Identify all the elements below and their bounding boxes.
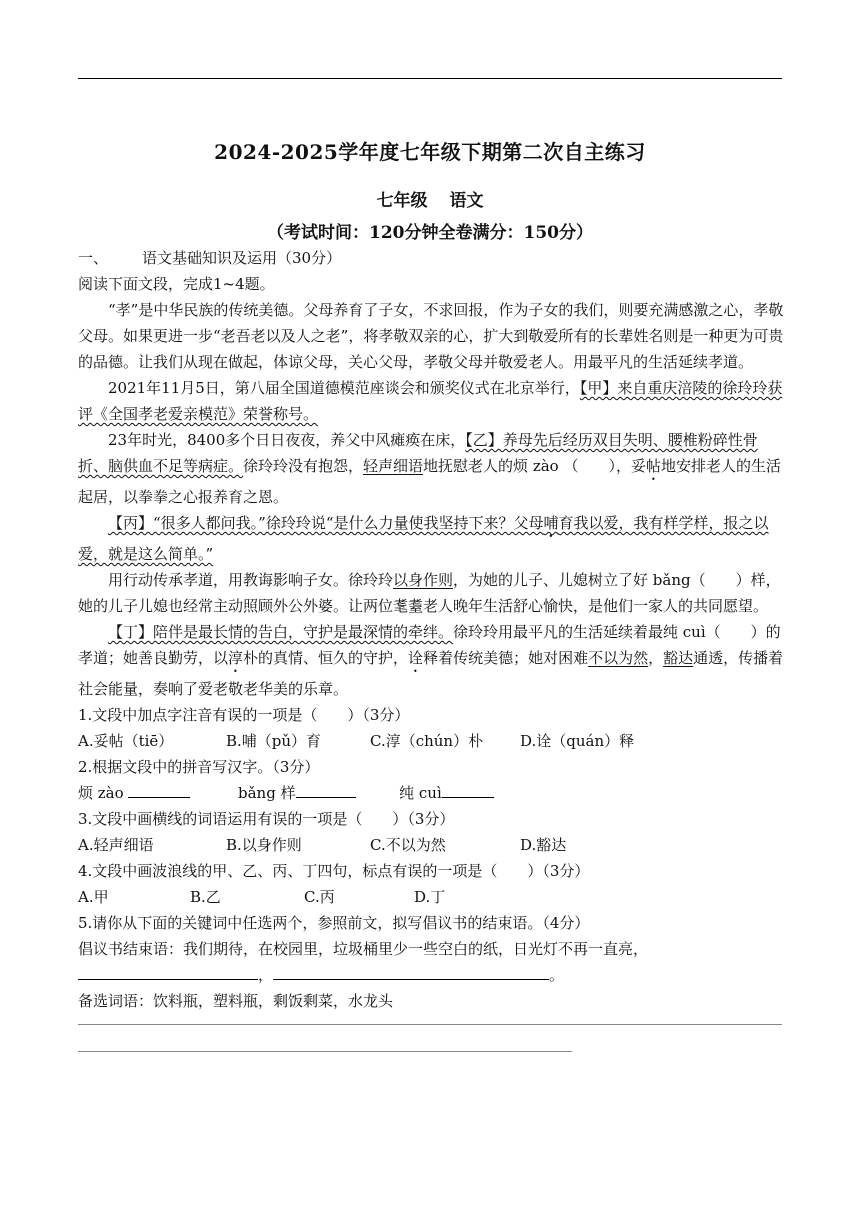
p5-text: 用行动传承孝道，用教诲影响子女。徐玲玲 [108,571,394,589]
option-a: A.甲 [78,888,109,906]
p3-text-3: 地抚慰老人的烦 zào （ ），妥 [423,457,646,475]
p6-text-5: 通透，传播着社会能量，奏响了爱老敬老华美的乐章。 [78,649,784,698]
question-5-blanks [78,962,784,988]
option-c: C.淳（chún）朴 [370,732,484,750]
sentence-bing [78,514,769,563]
passage-instruction: 阅读下面文段，完成1~4题。 [78,275,275,293]
section-title: 语文基础知识及运用（30分） [142,249,342,267]
dotted-char-chun: 淳 [228,649,244,667]
answer-blank-zao[interactable] [128,781,190,798]
pinyin-cui: 纯 cuì [399,784,442,802]
p4-text-2: 育我以爱，我有样学样，报之以爱，就是这么简单。” [78,514,769,563]
underlined-word-3: 不以为然 [588,649,649,667]
underlined-word-2: 以身作则 [393,571,454,589]
p6-text-2: 朴的真情、恒久的守护， [243,649,409,667]
exam-info: （考试时间：120分钟全卷满分：150分） [267,223,593,243]
option-d: D.丁 [414,888,446,906]
question-1: 1.文段中加点字注音有误的一项是（ ）（3分） [78,706,410,724]
option-b: B.哺（pǔ）育 [226,732,322,750]
dotted-char-bu: 哺 [543,514,559,532]
answer-blank-bang[interactable] [296,781,356,798]
passage-paragraph-6 [78,619,784,702]
grade-label: 七年级 [376,191,428,211]
exam-content [78,245,784,1052]
answer-line-1[interactable] [78,1024,782,1025]
answer-line-2[interactable] [78,1051,572,1052]
blank-end: 。 [549,966,565,984]
question-2: 2.根据文段中的拼音写汉字。（3分） [78,758,320,776]
pinyin-zao: 烦 zào [78,784,124,802]
option-c: C.丙 [304,888,335,906]
p6-text-3: 释着传统美德；她对困难 [423,649,589,667]
p6-text-4: ， [648,649,664,667]
option-d: D.诠（quán）释 [520,732,635,750]
sentence-yi: 【乙】养母先后经历双目失明、腰椎粉碎性骨折、脑供血不足等病症。 [78,431,758,475]
pinyin-bang: bǎng 样 [238,784,296,802]
dotted-char-quan: 诠 [408,649,424,667]
underlined-word-1: 轻声细语 [363,457,424,475]
question-2-blanks [78,780,784,806]
blank-separator: ， [258,966,274,984]
question-5-prompt: 倡议书结束语：我们期待，在校园里，垃圾桶里少一些空白的纸，日光灯不再一直亮， [78,940,649,958]
section-heading [78,245,784,271]
passage-paragraph-3 [78,427,784,510]
underlined-word-4: 豁达 [663,649,694,667]
p4-text: 【丙】“很多人都问我。”徐玲玲说“是什么力量使我坚持下来？父母 [108,514,544,532]
question-3: 3.文段中画横线的词语运用有误的一项是（ ）（3分） [78,810,455,828]
candidate-words: 备选词语：饮料瓶，塑料瓶，剩饭剩菜，水龙头 [78,992,394,1010]
passage-paragraph-5 [78,567,784,619]
option-a: A.轻声细语 [78,836,154,854]
passage-paragraph-4 [78,510,784,567]
sentence-ding: 【丁】陪伴是最长情的告白，守护是最深情的牵绊。 [108,623,454,641]
option-c: C.不以为然 [370,836,446,854]
question-3-options [78,832,784,858]
p3-text: 23年时光，8400多个日日夜夜，养父中风瘫痪在床， [108,431,466,449]
option-b: B.乙 [190,888,221,906]
p2-text: 2021年11月5日，第八届全国道德模范座谈会和颁奖仪式在北京举行， [108,379,580,397]
dotted-char-tie: 帖 [645,457,661,475]
exam-title: 2024-2025学年度七年级下期第二次自主练习 [214,140,646,164]
p5-text-2: ，为她的儿子、儿媳树立了好 bǎng（ ）样，她的儿子儿媳也经常主动照顾外公外婆。让两位耄耋老人晚年生活舒心愉快，是他们一家人的共同愿望。 [78,571,781,615]
option-d: D.豁达 [520,836,567,854]
sentence-jia: 【甲】来自重庆涪陵的徐玲玲获评《全国孝老爱亲模范》荣誉称号。 [78,379,783,423]
option-b: B.以身作则 [226,836,302,854]
answer-blank-cui[interactable] [442,781,494,798]
passage-paragraph-1: “孝”是中华民族的传统美德。父母养育了子女，不求回报，作为子女的我们，则要充满感激之心，孝敬父母。如果更进一步“老吾老以及人之老”，将孝敬双亲的心，扩大到敬爱所有的长辈姓名则是一种更为可贵的品德。让我们从现在做起，体谅父母，关心父母，孝敬父母并敬爱老人。用最平凡的生活延续孝道。 [78,301,784,371]
answer-blank-1[interactable] [78,963,258,980]
question-4-options [78,884,784,910]
p3-text-2: 徐玲玲没有抱怨， [243,457,364,475]
header-rule [78,78,782,79]
p6-text: 徐玲玲用最平凡的生活延续着最纯 cuì（ ）的孝道；她善良勤劳，以 [78,623,781,667]
question-5: 5.请你从下面的关键词中任选两个，参照前文，拟写倡议书的结束语。（4分） [78,914,590,932]
question-4: 4.文段中画波浪线的甲、乙、丙、丁四句，标点有误的一项是（ ）（3分） [78,862,590,880]
p3-text-4: 地安排老人的生活起居，以拳拳之心报养育之恩。 [78,457,781,506]
passage-paragraph-2 [78,375,784,427]
subject-label: 语文 [449,191,484,211]
option-a: A.妥帖（tiē） [78,732,174,750]
section-number: 一、 [78,249,109,267]
question-1-options [78,728,784,754]
answer-blank-2[interactable] [273,963,549,980]
exam-subtitle [0,186,860,211]
